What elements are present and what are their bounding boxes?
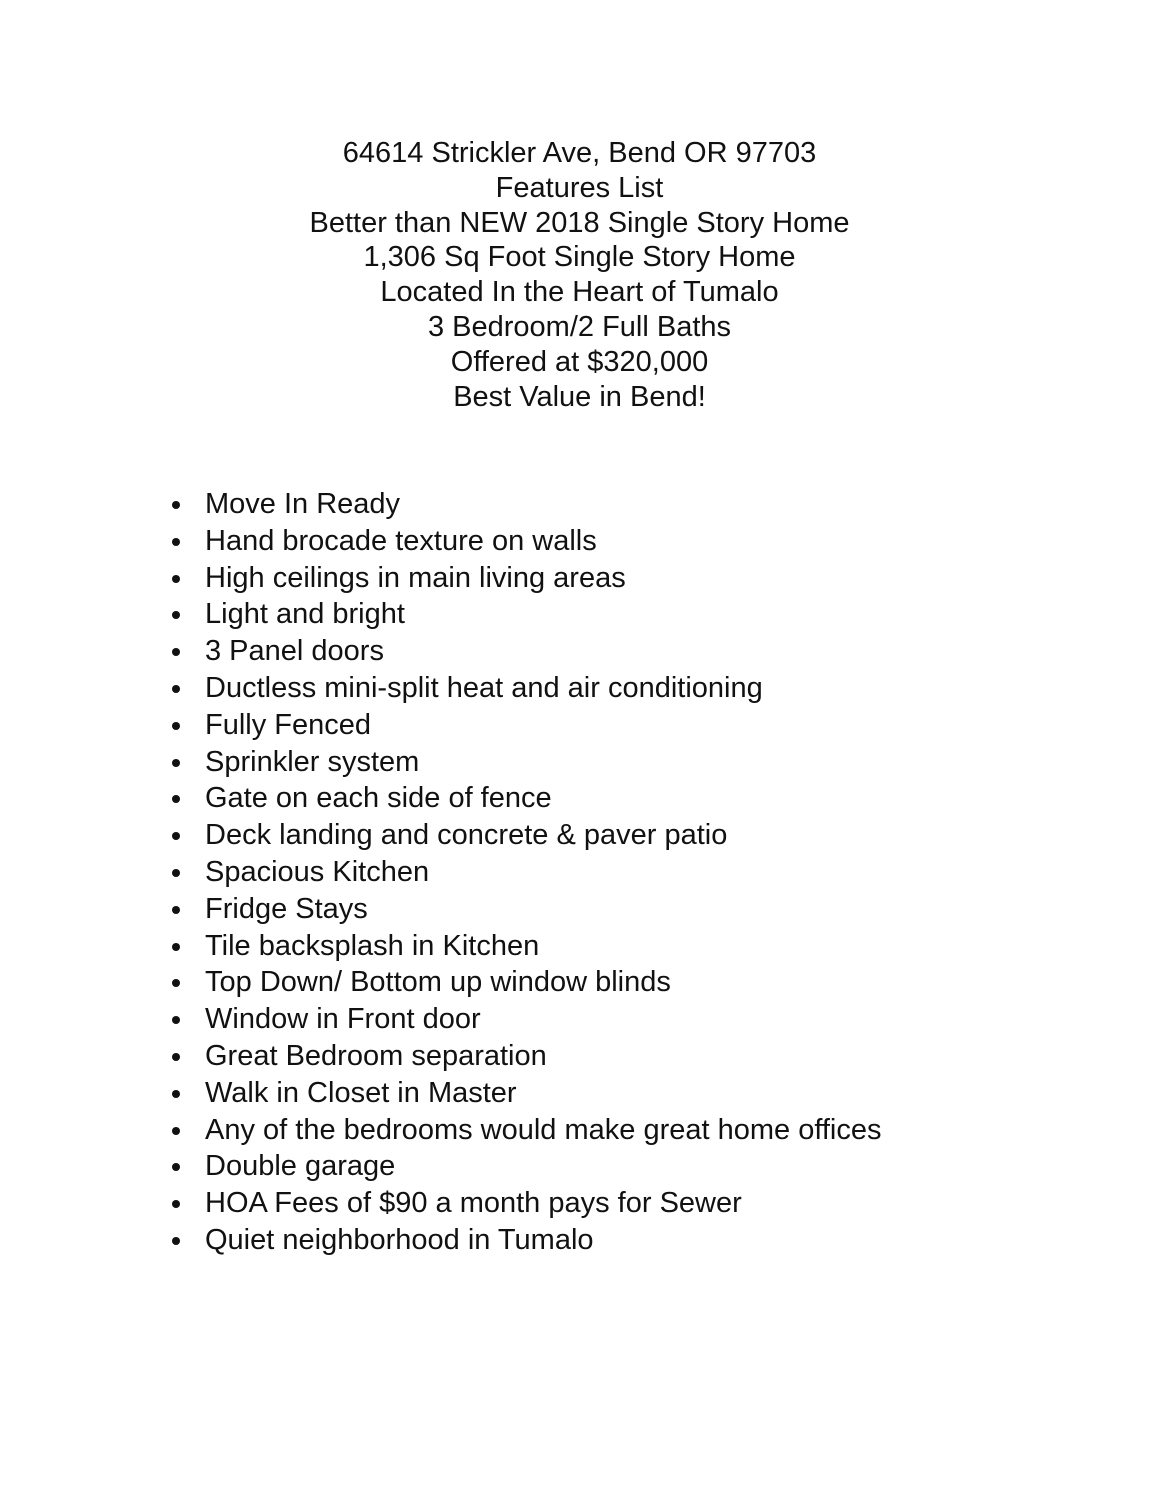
list-item-text: Gate on each side of fence (205, 782, 552, 815)
bed-bath-count: 3 Bedroom/2 Full Baths (427, 310, 732, 343)
bullet-icon (172, 1237, 180, 1245)
list-item-text: 3 Panel doors (205, 635, 384, 668)
bullet-icon (172, 869, 180, 877)
bullet-icon (172, 1016, 180, 1024)
list-item-text: Light and bright (205, 598, 405, 631)
list-item-text: Great Bedroom separation (205, 1039, 547, 1072)
bullet-icon (172, 1200, 180, 1208)
bullet-icon (172, 906, 180, 914)
bullet-icon (172, 575, 180, 583)
bullet-icon (172, 611, 180, 619)
location-line: Located In the Heart of Tumalo (380, 276, 779, 309)
list-item-text: Fully Fenced (205, 708, 372, 741)
list-item-text: Tile backsplash in Kitchen (205, 929, 540, 962)
list-item-text: Spacious Kitchen (205, 855, 430, 888)
list-item-text: HOA Fees of $90 a month pays for Sewer (205, 1187, 742, 1220)
list-item-text: High ceilings in main living areas (205, 561, 626, 594)
list-item-text: Top Down/ Bottom up window blinds (205, 966, 671, 999)
bullet-icon (172, 1127, 180, 1135)
home-tagline: Better than NEW 2018 Single Story Home (309, 206, 850, 239)
value-statement: Best Value in Bend! (453, 380, 706, 413)
bullet-icon (172, 979, 180, 987)
features-list-title: Features List (495, 171, 664, 204)
list-item-text: Window in Front door (205, 1003, 481, 1036)
bullet-icon (172, 943, 180, 951)
bullet-icon (172, 759, 180, 767)
list-item-text: Move In Ready (205, 488, 401, 520)
list-item-text: Double garage (205, 1150, 396, 1183)
asking-price: Offered at $320,000 (450, 345, 709, 378)
bullet-icon (172, 832, 180, 840)
list-item-text: Deck landing and concrete & paver patio (205, 819, 728, 852)
list-item-text: Sprinkler system (205, 745, 420, 778)
list-item-text: Any of the bedrooms would make great home offices (205, 1113, 882, 1146)
bullet-icon (172, 1090, 180, 1098)
bullet-icon (172, 685, 180, 693)
property-address: 64614 Strickler Ave, Bend OR 97703 (342, 137, 817, 169)
bullet-icon (172, 648, 180, 656)
square-footage: 1,306 Sq Foot Single Story Home (363, 241, 796, 274)
list-item-text: Quiet neighborhood in Tumalo (205, 1223, 594, 1256)
list-item-text: Fridge Stays (205, 892, 368, 925)
list-item-text: Hand brocade texture on walls (205, 524, 597, 557)
bullet-icon (172, 722, 180, 730)
bullet-icon (172, 501, 180, 509)
bullet-icon (172, 1163, 180, 1171)
bullet-icon (172, 538, 180, 546)
bullet-icon (172, 1053, 180, 1061)
listing-header (0, 136, 1159, 414)
list-item-text: Ductless mini-split heat and air conditioning (205, 671, 763, 704)
bullet-icon (172, 795, 180, 803)
list-item-text: Walk in Closet in Master (205, 1076, 517, 1109)
